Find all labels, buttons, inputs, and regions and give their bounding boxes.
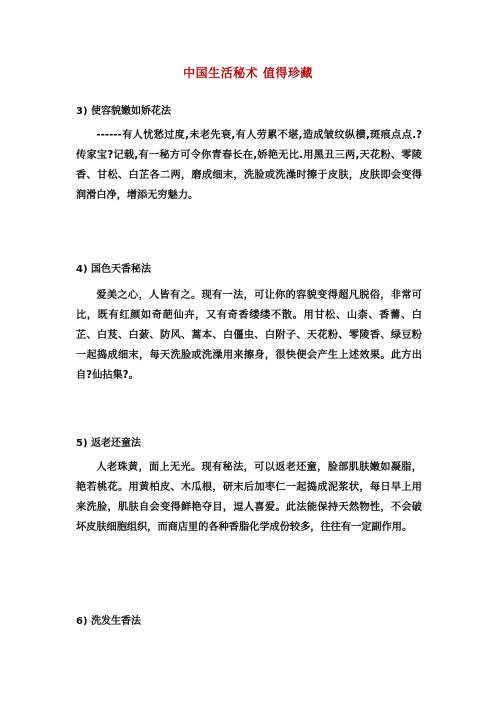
section-paragraph: ------有人忧愁过度,未老先衰,有人劳累不堪,造成皱纹纵横,斑痕点点.?传家宝?记载,有一秘方可令你青春长在,娇艳无比.用黑丑三两,天花粉、零陵香、甘松、白芷各二两，磨成细末，洗脸或洗澡时擦于皮肤，皮肤即会变得润滑白净，增添无穷魅力。	[76, 130, 422, 201]
section-heading: 6) 洗发生香法	[76, 616, 142, 627]
section-heading: 4) 国色天香秘法	[76, 264, 152, 275]
section-heading: 3) 使容貌嫩如娇花法	[76, 106, 172, 117]
section-heading: 5) 返老还童法	[76, 438, 142, 449]
section-paragraph: 爱美之心，人皆有之。现有一法，可让你的容貌变得超凡脱俗，非常可比，既有红颜如奇葩仙卉，又有奇香缕缕不散。用甘松、山柰、香薷、白芷、白芨、白蔹、防风、蒿本、白僵虫、白附子、天花粉、零陵香、绿豆粉一起捣成细末，每天洗脸或洗澡用来擦身，很快便会产生上述效果。此方出自?仙拈集?。	[76, 290, 422, 381]
section-paragraph: 人老珠黄，面上无光。现有秘法，可以返老还童，脸部肌肤嫩如凝脂，艳若桃花。用黄柏皮、木瓜根，研末后加枣仁一起捣成泥浆状，每日早上用来洗脸，肌肤自会变得鲜艳夺目，逗人喜爱。此法能保持天然物性，不会破坏皮肤细胞组织，而商店里的各种香脂化学成份较多，往往有一定副作用。	[76, 462, 422, 533]
document-title: 中国生活秘术 值得珍藏	[183, 66, 313, 80]
